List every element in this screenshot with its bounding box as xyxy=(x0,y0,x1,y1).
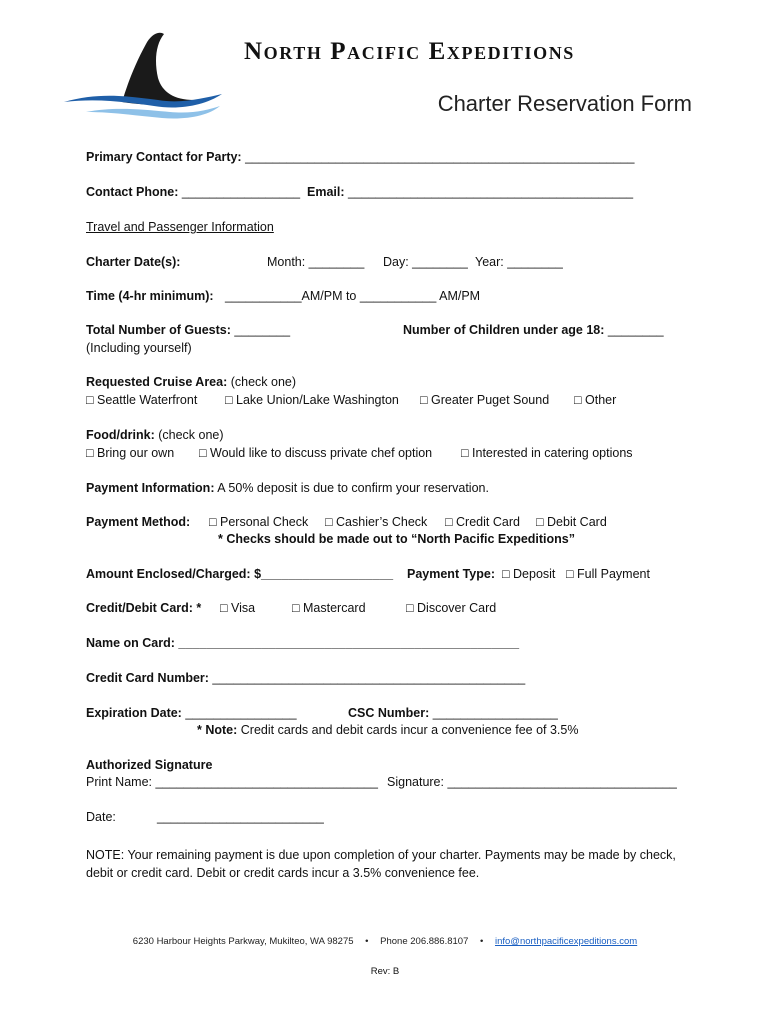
payment-info-label: Payment Information: xyxy=(86,481,215,495)
card-number-field[interactable]: _____________________________________________ xyxy=(212,671,526,685)
card-number-row xyxy=(86,671,525,685)
expiration-field[interactable]: ________________ xyxy=(185,706,297,720)
checks-note: * Checks should be made out to “North Pacific Expeditions” xyxy=(218,532,576,546)
children-field[interactable]: ________ xyxy=(607,323,664,337)
cruise-area-label: Requested Cruise Area: xyxy=(86,375,228,389)
children-label: Number of Children under age 18: xyxy=(403,323,605,337)
children-row xyxy=(403,323,664,337)
fee-note-label: * Note: xyxy=(197,723,238,737)
food-option-private-chef[interactable]: □ Would like to discuss private chef option xyxy=(199,446,433,460)
date-field[interactable]: ________________________ xyxy=(157,810,324,824)
method-personal-check[interactable]: □ Personal Check xyxy=(209,515,309,529)
guests-row xyxy=(86,323,290,337)
method-cashiers-check[interactable]: □ Cashier’s Check xyxy=(325,515,428,529)
time-label: Time (4-hr minimum): xyxy=(86,289,214,303)
contact-phone-label: Contact Phone: xyxy=(86,185,179,199)
signature-heading: Authorized Signature xyxy=(86,758,213,772)
type-deposit[interactable]: □ Deposit xyxy=(502,567,556,581)
card-number-label: Credit Card Number: xyxy=(86,671,209,685)
time-field[interactable]: ___________AM/PM to ___________ AM/PM xyxy=(225,289,481,303)
csc-field[interactable]: __________________ xyxy=(432,706,558,720)
signature-field[interactable]: Signature: _________________________________ xyxy=(387,775,677,789)
email-row xyxy=(307,185,633,199)
day-field[interactable]: Day: ________ xyxy=(383,255,468,269)
fee-note-text: Credit cards and debit cards incur a convenience fee of 3.5% xyxy=(240,723,579,737)
food-option-bring-own[interactable]: □ Bring our own xyxy=(86,446,175,460)
time-row xyxy=(86,289,480,303)
cruise-option-lake-union[interactable]: □ Lake Union/Lake Washington xyxy=(225,393,399,407)
primary-contact-field[interactable]: ________________________________________________________ xyxy=(245,150,635,164)
csc-label: CSC Number: xyxy=(348,706,430,720)
expiration-row xyxy=(86,706,297,720)
footer xyxy=(0,936,770,947)
footer-bullet: • xyxy=(365,936,369,947)
date-label: Date: xyxy=(86,810,116,824)
revision-label: Rev: B xyxy=(370,966,400,977)
payment-type-label: Payment Type: xyxy=(407,567,495,581)
cruise-option-seattle[interactable]: □ Seattle Waterfront xyxy=(86,393,198,407)
footer-address: 6230 Harbour Heights Parkway, Mukilteo, WA 98275 xyxy=(132,936,354,947)
guests-note: (Including yourself) xyxy=(86,341,192,355)
year-field[interactable]: Year: ________ xyxy=(475,255,563,269)
orca-fin-icon xyxy=(122,33,194,105)
food-hint: (check one) xyxy=(158,428,224,442)
name-on-card-label: Name on Card: xyxy=(86,636,175,650)
primary-contact-row xyxy=(86,150,634,164)
card-discover[interactable]: □ Discover Card xyxy=(406,601,497,615)
name-on-card-row xyxy=(86,636,519,650)
primary-contact-label: Primary Contact for Party: xyxy=(86,150,242,164)
method-credit-card[interactable]: □ Credit Card xyxy=(445,515,520,529)
contact-phone-row xyxy=(86,185,300,199)
fee-note xyxy=(197,723,578,737)
cruise-area-hint: (check one) xyxy=(230,375,297,389)
email-label: Email: xyxy=(307,185,345,199)
method-debit-card[interactable]: □ Debit Card xyxy=(536,515,607,529)
cruise-option-puget-sound[interactable]: □ Greater Puget Sound xyxy=(420,393,550,407)
contact-phone-field[interactable]: _________________ xyxy=(181,185,301,199)
charter-date-label: Charter Date(s): xyxy=(86,255,181,269)
amount-row xyxy=(86,567,393,581)
payment-info-row xyxy=(86,481,489,495)
cruise-option-other[interactable]: □ Other xyxy=(574,393,617,407)
guests-field[interactable]: ________ xyxy=(234,323,291,337)
food-option-catering[interactable]: □ Interested in catering options xyxy=(461,446,633,460)
month-field[interactable]: Month: ________ xyxy=(267,255,365,269)
form-title: Charter Reservation Form xyxy=(437,91,692,116)
food-heading xyxy=(86,428,224,442)
food-label: Food/drink: xyxy=(86,428,155,442)
type-full-payment[interactable]: □ Full Payment xyxy=(566,567,650,581)
company-logo xyxy=(58,26,228,122)
payment-note: NOTE: Your remaining payment is due upon completion of your charter. Payments may be made by check, debit or credit card. Debit or credit cards incur a 3.5% convenience fee. xyxy=(86,848,676,880)
card-mastercard[interactable]: □ Mastercard xyxy=(292,601,366,615)
company-name: North Pacific Expeditions xyxy=(244,38,575,65)
print-name-field[interactable]: Print Name: ________________________________ xyxy=(86,775,378,789)
footer-email-link[interactable]: info@northpacificexpeditions.com xyxy=(494,936,638,947)
footer-phone: Phone 206.886.8107 xyxy=(380,936,469,947)
payment-info-text: A 50% deposit is due to confirm your reservation. xyxy=(217,481,489,495)
payment-method-label: Payment Method: xyxy=(86,515,191,529)
email-field[interactable]: _________________________________________ xyxy=(348,185,634,199)
name-on-card-field[interactable]: _________________________________________________ xyxy=(178,636,520,650)
amount-label: Amount Enclosed/Charged: xyxy=(86,567,251,581)
guests-label: Total Number of Guests: xyxy=(86,323,231,337)
csc-row xyxy=(348,706,558,720)
card-visa[interactable]: □ Visa xyxy=(220,601,256,615)
cruise-area-heading xyxy=(86,375,296,389)
footer-bullet: • xyxy=(480,936,484,947)
card-type-label: Credit/Debit Card: * xyxy=(86,601,202,615)
travel-section-heading: Travel and Passenger Information xyxy=(86,220,274,234)
amount-field[interactable]: $___________________ xyxy=(254,567,394,581)
wave-light-icon xyxy=(86,106,220,119)
expiration-label: Expiration Date: xyxy=(86,706,182,720)
